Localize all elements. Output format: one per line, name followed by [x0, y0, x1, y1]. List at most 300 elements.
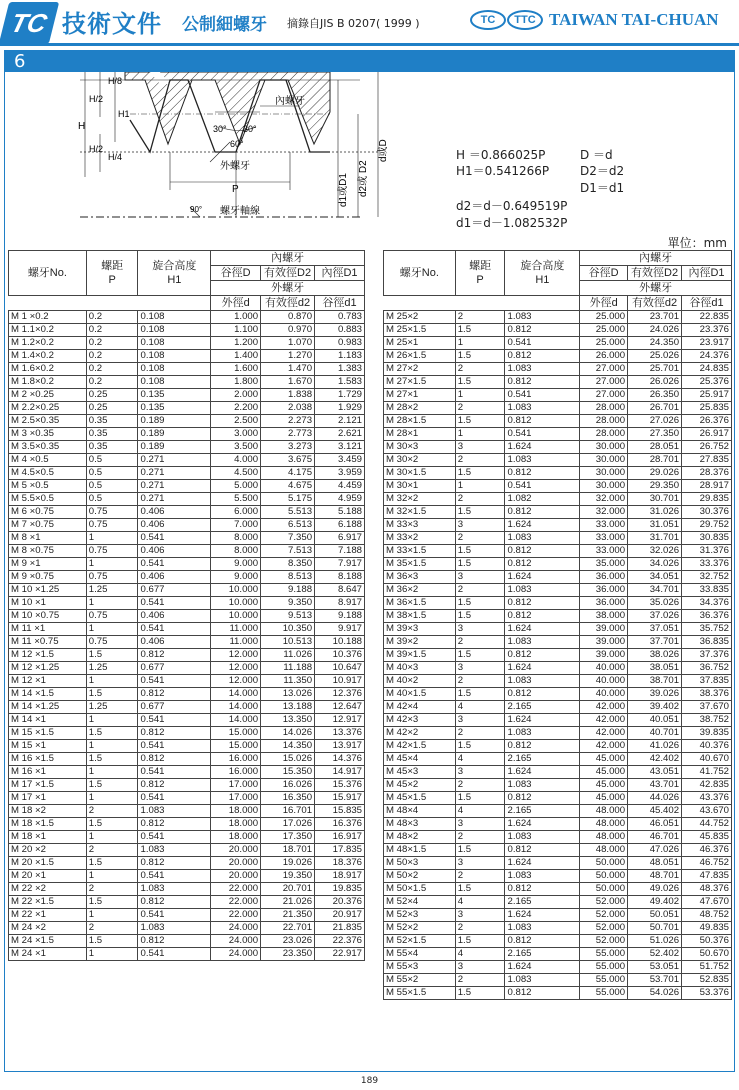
cell-pitch-diameter: 35.026	[628, 597, 682, 610]
cell-minor-diameter: 46.376	[682, 844, 732, 857]
cell-minor-diameter: 10.188	[315, 636, 365, 649]
thread-diagram	[60, 72, 400, 232]
cell-engagement-height: 1.624	[505, 818, 580, 831]
cell-pitch-diameter: 50.051	[628, 909, 682, 922]
table-row	[384, 532, 732, 545]
cell-thread-no: M 52×2	[384, 922, 456, 935]
table-row	[384, 597, 732, 610]
cell-major-diameter: 52.000	[580, 922, 628, 935]
cell-pitch: 0.5	[86, 467, 138, 480]
cell-major-diameter: 9.000	[211, 571, 261, 584]
diagram-label-H1: H1	[118, 109, 130, 119]
table-row	[9, 675, 365, 688]
cell-engagement-height: 0.406	[138, 506, 211, 519]
cell-major-diameter: 27.000	[580, 376, 628, 389]
cell-pitch: 4	[455, 805, 505, 818]
cell-minor-diameter: 47.835	[682, 870, 732, 883]
cell-pitch: 1	[86, 558, 138, 571]
cell-thread-no: M 30×3	[384, 441, 456, 454]
cell-thread-no: M 3.5×0.35	[9, 441, 87, 454]
table-row	[9, 753, 365, 766]
cell-minor-diameter: 12.917	[315, 714, 365, 727]
cell-minor-diameter: 23.376	[682, 324, 732, 337]
cell-pitch-diameter: 38.701	[628, 675, 682, 688]
col-thread-no: 螺牙No.	[384, 251, 456, 296]
cell-pitch: 1.5	[455, 740, 505, 753]
cell-minor-diameter: 41.752	[682, 766, 732, 779]
cell-major-diameter: 42.000	[580, 740, 628, 753]
cell-pitch-diameter: 24.350	[628, 337, 682, 350]
cell-thread-no: M 48×3	[384, 818, 456, 831]
cell-minor-diameter: 39.835	[682, 727, 732, 740]
cell-minor-diameter: 22.376	[315, 935, 365, 948]
col-pitch: 螺距 P	[86, 251, 138, 296]
table-row	[384, 987, 732, 1000]
cell-thread-no: M 14 ×1.5	[9, 688, 87, 701]
cell-major-diameter: 5.000	[211, 480, 261, 493]
table-row	[9, 935, 365, 948]
table-row	[9, 545, 365, 558]
cell-major-diameter: 12.000	[211, 649, 261, 662]
tc-badge-icon: TC	[470, 10, 506, 30]
cell-minor-diameter: 23.917	[682, 337, 732, 350]
cell-engagement-height: 1.083	[505, 974, 580, 987]
table-row	[9, 779, 365, 792]
cell-pitch-diameter: 20.701	[261, 883, 315, 896]
cell-thread-no: M 16 ×1	[9, 766, 87, 779]
cell-minor-diameter: 8.188	[315, 571, 365, 584]
cell-minor-diameter: 24.376	[682, 350, 732, 363]
cell-thread-no: M 1 ×0.2	[9, 311, 87, 324]
cell-thread-no: M 10 ×1	[9, 597, 87, 610]
cell-engagement-height: 0.541	[138, 766, 211, 779]
cell-pitch: 3	[455, 818, 505, 831]
cell-minor-diameter: 25.835	[682, 402, 732, 415]
cell-engagement-height: 1.083	[505, 584, 580, 597]
cell-thread-no: M 45×2	[384, 779, 456, 792]
cell-minor-diameter: 40.670	[682, 753, 732, 766]
cell-major-diameter: 14.000	[211, 714, 261, 727]
cell-pitch-diameter: 26.026	[628, 376, 682, 389]
cell-minor-diameter: 36.376	[682, 610, 732, 623]
cell-pitch: 2	[86, 805, 138, 818]
table-row	[384, 714, 732, 727]
cell-minor-diameter: 37.835	[682, 675, 732, 688]
cell-pitch: 4	[455, 753, 505, 766]
cell-minor-diameter: 20.917	[315, 909, 365, 922]
cell-pitch-diameter: 13.026	[261, 688, 315, 701]
cell-pitch: 2	[86, 844, 138, 857]
cell-engagement-height: 1.083	[505, 402, 580, 415]
cell-minor-diameter: 14.917	[315, 766, 365, 779]
cell-pitch-diameter: 31.701	[628, 532, 682, 545]
table-row	[384, 948, 732, 961]
cell-engagement-height: 0.108	[138, 363, 211, 376]
cell-thread-no: M 55×1.5	[384, 987, 456, 1000]
cell-thread-no: M 28×2	[384, 402, 456, 415]
table-row	[9, 571, 365, 584]
cell-thread-no: M 39×1.5	[384, 649, 456, 662]
cell-thread-no: M 30×1	[384, 480, 456, 493]
cell-thread-no: M 11 ×1	[9, 623, 87, 636]
cell-major-diameter: 18.000	[211, 805, 261, 818]
cell-pitch: 2	[455, 922, 505, 935]
cell-thread-no: M 25×1.5	[384, 324, 456, 337]
cell-major-diameter: 45.000	[580, 779, 628, 792]
cell-thread-no: M 11 ×0.75	[9, 636, 87, 649]
cell-minor-diameter: 8.917	[315, 597, 365, 610]
cell-minor-diameter: 29.752	[682, 519, 732, 532]
cell-pitch-diameter: 42.402	[628, 753, 682, 766]
cell-pitch-diameter: 5.513	[261, 506, 315, 519]
cell-major-diameter: 18.000	[211, 831, 261, 844]
table-row	[384, 636, 732, 649]
cell-major-diameter: 40.000	[580, 662, 628, 675]
cell-major-diameter: 42.000	[580, 727, 628, 740]
table-row	[384, 467, 732, 480]
cell-pitch: 2	[455, 402, 505, 415]
cell-pitch-diameter: 23.701	[628, 311, 682, 324]
cell-major-diameter: 36.000	[580, 571, 628, 584]
table-row	[384, 454, 732, 467]
cell-pitch-diameter: 37.701	[628, 636, 682, 649]
cell-engagement-height: 1.083	[505, 311, 580, 324]
cell-engagement-height: 0.541	[138, 532, 211, 545]
cell-pitch-diameter: 16.026	[261, 779, 315, 792]
cell-minor-diameter: 29.835	[682, 493, 732, 506]
cell-minor-diameter: 51.752	[682, 961, 732, 974]
cell-minor-diameter: 28.376	[682, 467, 732, 480]
cell-major-diameter: 42.000	[580, 701, 628, 714]
cell-major-diameter: 1.000	[211, 311, 261, 324]
cell-thread-no: M 17 ×1	[9, 792, 87, 805]
cell-major-diameter: 28.000	[580, 428, 628, 441]
cell-pitch: 1.5	[86, 649, 138, 662]
cell-thread-no: M 25×2	[384, 311, 456, 324]
cell-pitch: 0.2	[86, 324, 138, 337]
cell-minor-diameter: 49.835	[682, 922, 732, 935]
cell-thread-no: M 52×4	[384, 896, 456, 909]
table-row	[9, 597, 365, 610]
cell-minor-diameter: 2.121	[315, 415, 365, 428]
table-row	[9, 701, 365, 714]
cell-pitch-diameter: 29.026	[628, 467, 682, 480]
thread-table-left	[8, 250, 365, 961]
cell-thread-no: M 4 ×0.5	[9, 454, 87, 467]
cell-pitch: 1.5	[86, 753, 138, 766]
cell-minor-diameter: 10.917	[315, 675, 365, 688]
table-row	[9, 610, 365, 623]
cell-pitch: 4	[455, 896, 505, 909]
table-row	[9, 467, 365, 480]
cell-pitch: 3	[455, 857, 505, 870]
table-row	[384, 376, 732, 389]
cell-major-diameter: 17.000	[211, 779, 261, 792]
table-row	[9, 558, 365, 571]
cell-pitch-diameter: 5.175	[261, 493, 315, 506]
table-row	[384, 844, 732, 857]
table-row	[384, 623, 732, 636]
cell-major-diameter: 30.000	[580, 480, 628, 493]
cell-pitch-diameter: 16.350	[261, 792, 315, 805]
cell-pitch: 2	[455, 831, 505, 844]
header-source: 摘錄自JIS B 0207( 1999 )	[287, 17, 420, 30]
cell-major-diameter: 30.000	[580, 467, 628, 480]
cell-engagement-height: 0.812	[505, 792, 580, 805]
table-row	[9, 506, 365, 519]
cell-engagement-height: 0.812	[505, 324, 580, 337]
cell-engagement-height: 0.271	[138, 480, 211, 493]
cell-pitch-diameter: 45.402	[628, 805, 682, 818]
col-D: 谷徑D	[211, 266, 261, 281]
cell-pitch-diameter: 27.026	[628, 415, 682, 428]
cell-minor-diameter: 7.917	[315, 558, 365, 571]
cell-engagement-height: 0.541	[138, 740, 211, 753]
table-row	[9, 402, 365, 415]
cell-minor-diameter: 9.188	[315, 610, 365, 623]
table-row	[384, 727, 732, 740]
table-row	[9, 857, 365, 870]
cell-minor-diameter: 1.583	[315, 376, 365, 389]
table-row	[384, 753, 732, 766]
cell-pitch-diameter: 34.701	[628, 584, 682, 597]
table-row	[384, 610, 732, 623]
cell-engagement-height: 0.812	[138, 649, 211, 662]
diagram-label-90: 90°	[190, 205, 203, 214]
cell-engagement-height: 0.541	[505, 337, 580, 350]
cell-pitch: 1	[86, 909, 138, 922]
section-bar	[4, 50, 735, 72]
cell-thread-no: M 18 ×1	[9, 831, 87, 844]
cell-thread-no: M 6 ×0.75	[9, 506, 87, 519]
cell-major-diameter: 40.000	[580, 688, 628, 701]
diagram-label-h-half-bottom: H/2	[89, 144, 104, 154]
cell-thread-no: M 45×3	[384, 766, 456, 779]
cell-pitch: 1.5	[455, 415, 505, 428]
table-row	[384, 662, 732, 675]
table-row	[384, 870, 732, 883]
cell-engagement-height: 0.677	[138, 662, 211, 675]
cell-major-diameter: 15.000	[211, 740, 261, 753]
cell-engagement-height: 0.812	[138, 753, 211, 766]
cell-minor-diameter: 18.376	[315, 857, 365, 870]
cell-pitch: 1.5	[455, 376, 505, 389]
table-row	[9, 389, 365, 402]
cell-pitch: 1.5	[455, 597, 505, 610]
cell-engagement-height: 0.541	[138, 597, 211, 610]
table-row	[384, 389, 732, 402]
table-row	[9, 441, 365, 454]
cell-pitch-diameter: 19.350	[261, 870, 315, 883]
cell-thread-no: M 18 ×1.5	[9, 818, 87, 831]
cell-minor-diameter: 25.917	[682, 389, 732, 402]
cell-engagement-height: 0.812	[505, 883, 580, 896]
table-row	[9, 636, 365, 649]
cell-major-diameter: 3.500	[211, 441, 261, 454]
cell-engagement-height: 0.406	[138, 636, 211, 649]
col-d1: 谷徑d1	[682, 296, 732, 311]
cell-minor-diameter: 14.376	[315, 753, 365, 766]
cell-thread-no: M 39×3	[384, 623, 456, 636]
cell-pitch: 1.25	[86, 662, 138, 675]
cell-major-diameter: 7.000	[211, 519, 261, 532]
cell-major-diameter: 11.000	[211, 623, 261, 636]
cell-engagement-height: 0.271	[138, 467, 211, 480]
cell-minor-diameter: 3.121	[315, 441, 365, 454]
cell-minor-diameter: 13.376	[315, 727, 365, 740]
cell-pitch-diameter: 23.350	[261, 948, 315, 961]
cell-pitch-diameter: 46.701	[628, 831, 682, 844]
cell-thread-no: M 4.5×0.5	[9, 467, 87, 480]
cell-major-diameter: 52.000	[580, 909, 628, 922]
cell-pitch: 1.5	[455, 545, 505, 558]
table-row	[9, 792, 365, 805]
cell-pitch: 0.75	[86, 519, 138, 532]
cell-major-diameter: 55.000	[580, 974, 628, 987]
cell-pitch-diameter: 9.188	[261, 584, 315, 597]
thread-table-right	[383, 250, 732, 1000]
cell-pitch: 0.2	[86, 376, 138, 389]
cell-minor-diameter: 42.835	[682, 779, 732, 792]
cell-pitch-diameter: 48.701	[628, 870, 682, 883]
cell-minor-diameter: 5.188	[315, 506, 365, 519]
cell-major-diameter: 48.000	[580, 818, 628, 831]
cell-engagement-height: 0.135	[138, 402, 211, 415]
cell-engagement-height: 0.541	[505, 389, 580, 402]
cell-pitch-diameter: 14.350	[261, 740, 315, 753]
cell-minor-diameter: 9.917	[315, 623, 365, 636]
cell-thread-no: M 42×2	[384, 727, 456, 740]
cell-pitch-diameter: 50.701	[628, 922, 682, 935]
cell-thread-no: M 24 ×1	[9, 948, 87, 961]
table-row	[9, 948, 365, 961]
cell-minor-diameter: 17.835	[315, 844, 365, 857]
cell-pitch-diameter: 6.513	[261, 519, 315, 532]
page-number: 189	[360, 1076, 379, 1086]
cell-pitch: 2	[86, 883, 138, 896]
cell-pitch: 2	[86, 922, 138, 935]
cell-pitch: 0.25	[86, 402, 138, 415]
diagram-label-internal: 內螺牙	[275, 96, 305, 107]
cell-minor-diameter: 8.647	[315, 584, 365, 597]
table-row	[9, 870, 365, 883]
cell-pitch: 1	[455, 337, 505, 350]
cell-pitch-diameter: 9.350	[261, 597, 315, 610]
cell-thread-no: M 48×2	[384, 831, 456, 844]
cell-pitch: 0.35	[86, 428, 138, 441]
table-row	[9, 454, 365, 467]
table-row	[384, 363, 732, 376]
table-row	[384, 935, 732, 948]
cell-minor-diameter: 35.752	[682, 623, 732, 636]
cell-major-diameter: 32.000	[580, 493, 628, 506]
cell-minor-diameter: 15.376	[315, 779, 365, 792]
cell-thread-no: M 42×3	[384, 714, 456, 727]
cell-pitch: 1	[86, 766, 138, 779]
cell-pitch: 1.25	[86, 584, 138, 597]
cell-minor-diameter: 3.459	[315, 454, 365, 467]
cell-major-diameter: 8.000	[211, 545, 261, 558]
cell-pitch-diameter: 41.026	[628, 740, 682, 753]
cell-engagement-height: 0.406	[138, 610, 211, 623]
cell-thread-no: M 2.5×0.35	[9, 415, 87, 428]
cell-thread-no: M 20 ×1.5	[9, 857, 87, 870]
cell-thread-no: M 8 ×1	[9, 532, 87, 545]
cell-pitch-diameter: 25.026	[628, 350, 682, 363]
cell-minor-diameter: 13.917	[315, 740, 365, 753]
cell-major-diameter: 24.000	[211, 922, 261, 935]
cell-pitch-diameter: 30.701	[628, 493, 682, 506]
cell-thread-no: M 14 ×1.25	[9, 701, 87, 714]
cell-thread-no: M 36×1.5	[384, 597, 456, 610]
cell-major-diameter: 27.000	[580, 363, 628, 376]
cell-pitch: 1	[86, 831, 138, 844]
cell-pitch: 1.5	[455, 883, 505, 896]
cell-pitch-diameter: 2.273	[261, 415, 315, 428]
cell-minor-diameter: 3.959	[315, 467, 365, 480]
cell-engagement-height: 0.541	[138, 558, 211, 571]
formula-D1: D1＝d1	[580, 181, 625, 195]
cell-minor-diameter: 22.917	[315, 948, 365, 961]
cell-engagement-height: 0.189	[138, 415, 211, 428]
table-row	[384, 337, 732, 350]
cell-engagement-height: 0.406	[138, 519, 211, 532]
col-thread-no: 螺牙No.	[9, 251, 87, 296]
table-row	[9, 623, 365, 636]
cell-major-diameter: 55.000	[580, 987, 628, 1000]
cell-pitch: 1.5	[86, 935, 138, 948]
table-row	[384, 402, 732, 415]
cell-minor-diameter: 12.376	[315, 688, 365, 701]
col-internal: 內螺牙	[211, 251, 365, 266]
cell-minor-diameter: 21.835	[315, 922, 365, 935]
cell-pitch: 1	[86, 597, 138, 610]
table-row	[9, 688, 365, 701]
table-row	[9, 662, 365, 675]
cell-thread-no: M 8 ×0.75	[9, 545, 87, 558]
cell-engagement-height: 0.108	[138, 376, 211, 389]
cell-thread-no: M 50×2	[384, 870, 456, 883]
cell-pitch-diameter: 9.513	[261, 610, 315, 623]
cell-major-diameter: 40.000	[580, 675, 628, 688]
cell-minor-diameter: 16.917	[315, 831, 365, 844]
cell-engagement-height: 0.541	[138, 909, 211, 922]
formula-D: D ＝d	[580, 148, 613, 162]
table-row	[384, 480, 732, 493]
cell-pitch-diameter: 21.350	[261, 909, 315, 922]
cell-minor-diameter: 44.752	[682, 818, 732, 831]
cell-minor-diameter: 37.670	[682, 701, 732, 714]
table-row	[9, 428, 365, 441]
formula-H: H ＝0.866025P	[456, 148, 546, 162]
cell-pitch-diameter: 39.402	[628, 701, 682, 714]
cell-engagement-height: 0.541	[138, 948, 211, 961]
table-row	[384, 883, 732, 896]
table-row	[384, 857, 732, 870]
cell-pitch-diameter: 28.701	[628, 454, 682, 467]
cell-major-diameter: 27.000	[580, 389, 628, 402]
cell-engagement-height: 0.135	[138, 389, 211, 402]
table-row	[384, 896, 732, 909]
cell-major-diameter: 10.000	[211, 610, 261, 623]
cell-major-diameter: 8.000	[211, 532, 261, 545]
cell-thread-no: M 40×3	[384, 662, 456, 675]
cell-pitch: 0.2	[86, 363, 138, 376]
table-row	[384, 558, 732, 571]
cell-pitch-diameter: 31.026	[628, 506, 682, 519]
cell-minor-diameter: 40.376	[682, 740, 732, 753]
cell-pitch: 3	[455, 662, 505, 675]
